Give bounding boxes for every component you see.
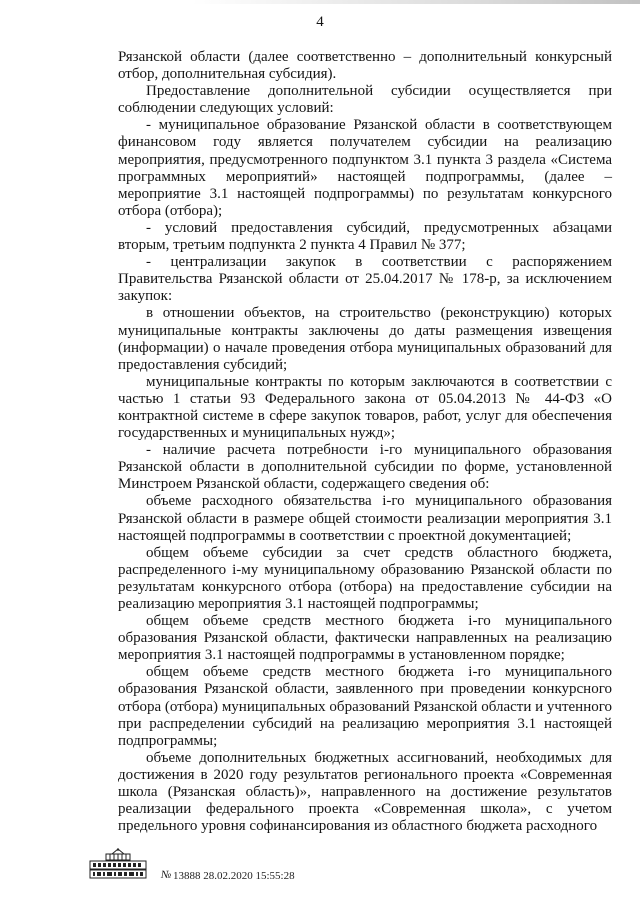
paragraph: в отношении объектов, на строительство (реконструкцию) которых муниципальные контракты заключены до даты размещения извещения (информации) о начале проведения отбора муниципальных образований для предоставления субсидий; bbox=[118, 305, 612, 373]
paragraph: Рязанской области (далее соответственно – дополнительный конкурсный отбор, дополнительная субсидия). bbox=[118, 49, 612, 83]
paragraph: - централизации закупок в соответствии с распоряжением Правительства Рязанской области от 25.04.2017 № 178-р, за исключением закупок: bbox=[118, 254, 612, 305]
paragraph: Предоставление дополнительной субсидии осуществляется при соблюдении следующих условий: bbox=[118, 83, 612, 117]
paragraph: общем объеме средств местного бюджета i-го муниципального образования Рязанской области, заявленного при проведении конкурсного отбора (отбора) муниципальных образований Рязанской области и учтенного при распределении субсидий на реализацию мероприятия 3.1 настоящей подпрограммы; bbox=[118, 664, 612, 749]
paragraph: муниципальные контракты по которым заключаются в соответствии с частью 1 статьи 93 Федерального закона от 05.04.2013 № 44-ФЗ «О контрактной системе в сфере закупок товаров, работ, услуг для обеспечения государственных и муниципальных нужд»; bbox=[118, 373, 612, 442]
paragraph: общем объеме средств местного бюджета i-го муниципального образования Рязанской области, фактически направленных на реализацию мероприятия 3.1 настоящей подпрограммы в установленном порядке; bbox=[118, 613, 612, 664]
paragraph: объеме дополнительных бюджетных ассигнований, необходимых для достижения в 2020 году результатов регионального проекта «Современная школа (Рязанская область)», направленного на достижение результатов реализации федерального проекта «Современная школа», с учетом предельного уровня софинансирования из областного бюджета расходного bbox=[118, 749, 612, 835]
number-sign-mark: № bbox=[161, 869, 172, 881]
registration-stamp-text: 13888 28.02.2020 15:55:28 bbox=[173, 870, 295, 882]
document-body bbox=[118, 49, 612, 835]
paragraph: - муниципальное образование Рязанской области в соответствующем финансовом году является получателем субсидии на реализацию мероприятия, предусмотренного подпунктом 3.1 пункта 3 раздела «Система программных мероприятий» настоящей подпрограммы, (далее – мероприятие 3.1 настоящей подпрограммы) по результатам конкурсного отбора (отбора); bbox=[118, 117, 612, 219]
paragraph: общем объеме субсидии за счет средств областного бюджета, распределенного i-му муниципальному образованию Рязанской области по результатам конкурсного отбора (отбора) на предоставление субсидии на реализацию мероприятия 3.1 настоящей подпрограммы; bbox=[118, 544, 612, 612]
registration-stamp-logo bbox=[88, 848, 148, 880]
paragraph: объеме расходного обязательства i-го муниципального образования Рязанской области в размере общей стоимости реализации мероприятия 3.1 настоящей подпрограммы в соответствии с проектной документацией; bbox=[118, 493, 612, 544]
page-number: 4 bbox=[316, 14, 324, 30]
paragraph: - наличие расчета потребности i-го муниципального образования Рязанской области в дополнительной субсидии по форме, установленной Минстроем Рязанской области, содержащего сведения об: bbox=[118, 442, 612, 493]
scan-edge bbox=[0, 0, 640, 4]
paragraph: - условий предоставления субсидий, предусмотренных абзацами вторым, третьим подпункта 2 пункта 4 Правил № 377; bbox=[118, 219, 612, 254]
